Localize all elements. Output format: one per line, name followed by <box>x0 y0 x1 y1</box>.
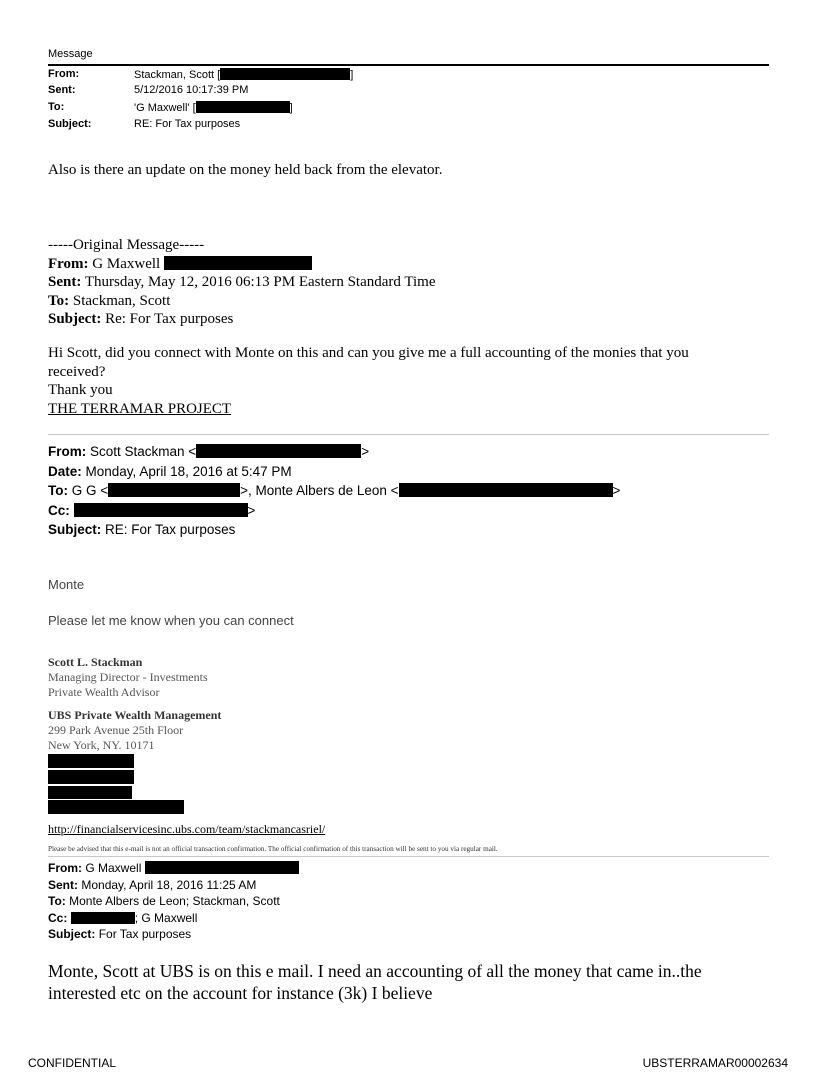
subject-value: For Tax purposes <box>98 927 192 941</box>
original-message-body <box>48 344 689 418</box>
signature-title: Managing Director - Investments <box>48 670 208 684</box>
to-value: G G < <box>71 483 109 498</box>
reply-greeting: Monte <box>48 577 85 592</box>
from-value: G Maxwell <box>85 861 142 875</box>
date-value: Monday, April 18, 2016 at 5:47 PM <box>85 463 292 479</box>
redaction-box <box>196 444 361 458</box>
signature-block <box>48 655 221 753</box>
original-to-row <box>48 292 436 311</box>
body-line: Hi Scott, did you connect with Monte on this and can you give me a full accounting of the monies that you <box>48 345 689 361</box>
reply-header <box>48 442 620 540</box>
sign-off: Thank you <box>48 382 113 398</box>
redaction-box <box>164 256 312 270</box>
original-message-block <box>48 236 436 329</box>
header-rule <box>48 64 769 66</box>
bates-number: UBSTERRAMAR00002634 <box>642 1056 788 1070</box>
original-message-marker: -----Original Message----- <box>48 237 205 253</box>
redaction-box <box>48 786 132 799</box>
to-label: To: <box>48 101 65 113</box>
to-label: To: <box>48 483 68 498</box>
redaction-box <box>399 483 613 497</box>
signature-address: 299 Park Avenue 25th Floor <box>48 723 184 737</box>
disclaimer-text: Please be advised that this e-mail is not an official transaction confirmation. The official confirmation of this transaction will be sent to you via regular mail. <box>48 845 498 853</box>
subject-value: Re: For Tax purposes <box>105 311 234 327</box>
to-label: To: <box>48 292 70 309</box>
confidential-label: CONFIDENTIAL <box>28 1056 117 1070</box>
reply-cc-row <box>48 501 620 521</box>
angle-bracket: > <box>612 483 621 498</box>
signature-company: UBS Private Wealth Management <box>48 708 222 722</box>
separator-line <box>48 434 769 435</box>
from-label: From: <box>48 861 82 875</box>
subject-value: RE: For Tax purposes <box>105 522 236 537</box>
from-label: From: <box>48 444 87 459</box>
original-sent-row <box>48 273 436 292</box>
forward-sent-row <box>48 877 299 894</box>
message-body: Also is there an update on the money held back from the elevator. <box>48 162 443 178</box>
from-value: Scott Stackman < <box>90 444 197 459</box>
from-name: Stackman, Scott [ <box>134 69 221 81</box>
redaction-box <box>196 101 290 113</box>
subject-label: Subject: <box>48 311 102 327</box>
redaction-box <box>48 754 134 768</box>
sent-label: Sent: <box>48 877 78 892</box>
redaction-box <box>48 800 184 814</box>
reply-to-row <box>48 481 620 501</box>
redaction-box <box>145 861 299 874</box>
to-value: >, Monte Albers de Leon < <box>240 483 399 498</box>
redaction-box <box>108 483 240 497</box>
subject-label: Subject: <box>48 927 96 941</box>
message-header <box>48 68 768 138</box>
reply-body: Please let me know when you can connect <box>48 613 294 628</box>
date-label: Date: <box>48 463 82 479</box>
body-line: Monte, Scott at UBS is on this e mail. I need an accounting of all the money that came in..the <box>48 961 702 981</box>
to-name: 'G Maxwell' [ <box>134 102 196 114</box>
cc-label: Cc: <box>48 910 68 925</box>
forward-subject-row <box>48 926 299 943</box>
body-line: received? <box>48 363 106 380</box>
cc-label: Cc: <box>48 502 70 518</box>
redaction-box <box>48 770 134 784</box>
from-value: G Maxwell <box>92 255 161 272</box>
redaction-box <box>220 68 350 80</box>
sent-value: 5/12/2016 10:17:39 PM <box>134 84 249 96</box>
to-label: To: <box>48 894 66 908</box>
sent-label: Sent: <box>48 274 82 290</box>
forward-to-row <box>48 893 299 910</box>
redaction-box <box>71 912 135 924</box>
cc-value: ; G Maxwell <box>134 910 198 925</box>
redaction-box <box>74 503 248 517</box>
subject-value: RE: For Tax purposes <box>134 118 241 130</box>
angle-bracket: > <box>361 444 370 459</box>
reply-date-row <box>48 462 620 482</box>
reply-from-row <box>48 442 620 462</box>
to-value: Stackman, Scott <box>72 292 171 309</box>
original-subject-row <box>48 310 436 329</box>
from-bracket: ] <box>350 69 354 81</box>
subject-label: Subject: <box>48 522 102 537</box>
body-line: interested etc on the account for instance (3k) I believe <box>48 983 433 1003</box>
project-link[interactable]: THE TERRAMAR PROJECT <box>48 400 232 417</box>
forward-from-row <box>48 860 299 877</box>
forward-body <box>48 960 702 1004</box>
forward-cc-row <box>48 910 299 927</box>
message-type-label: Message <box>48 48 93 60</box>
from-label: From: <box>48 255 89 272</box>
to-value <box>134 101 293 114</box>
signature-url-link[interactable]: http://financialservicesinc.ubs.com/team/stackmancasriel/ <box>48 822 326 836</box>
signature-address: New York, NY. 10171 <box>48 738 155 752</box>
forward-header <box>48 860 299 943</box>
subject-label: Subject: <box>48 118 92 130</box>
reply-subject-row <box>48 520 620 540</box>
signature-name: Scott L. Stackman <box>48 655 143 669</box>
original-from-row <box>48 255 436 274</box>
sent-value: Thursday, May 12, 2016 06:13 PM Eastern Standard Time <box>84 274 436 290</box>
sent-value: Monday, April 18, 2016 11:25 AM <box>81 877 257 892</box>
angle-bracket: > <box>247 502 256 518</box>
signature-role: Private Wealth Advisor <box>48 685 160 699</box>
sent-label: Sent: <box>48 84 76 96</box>
from-label: From: <box>48 68 80 80</box>
from-value <box>134 68 353 81</box>
to-value: Monte Albers de Leon; Stackman, Scott <box>69 894 280 908</box>
to-bracket: ] <box>289 102 293 114</box>
separator-line <box>48 856 769 857</box>
